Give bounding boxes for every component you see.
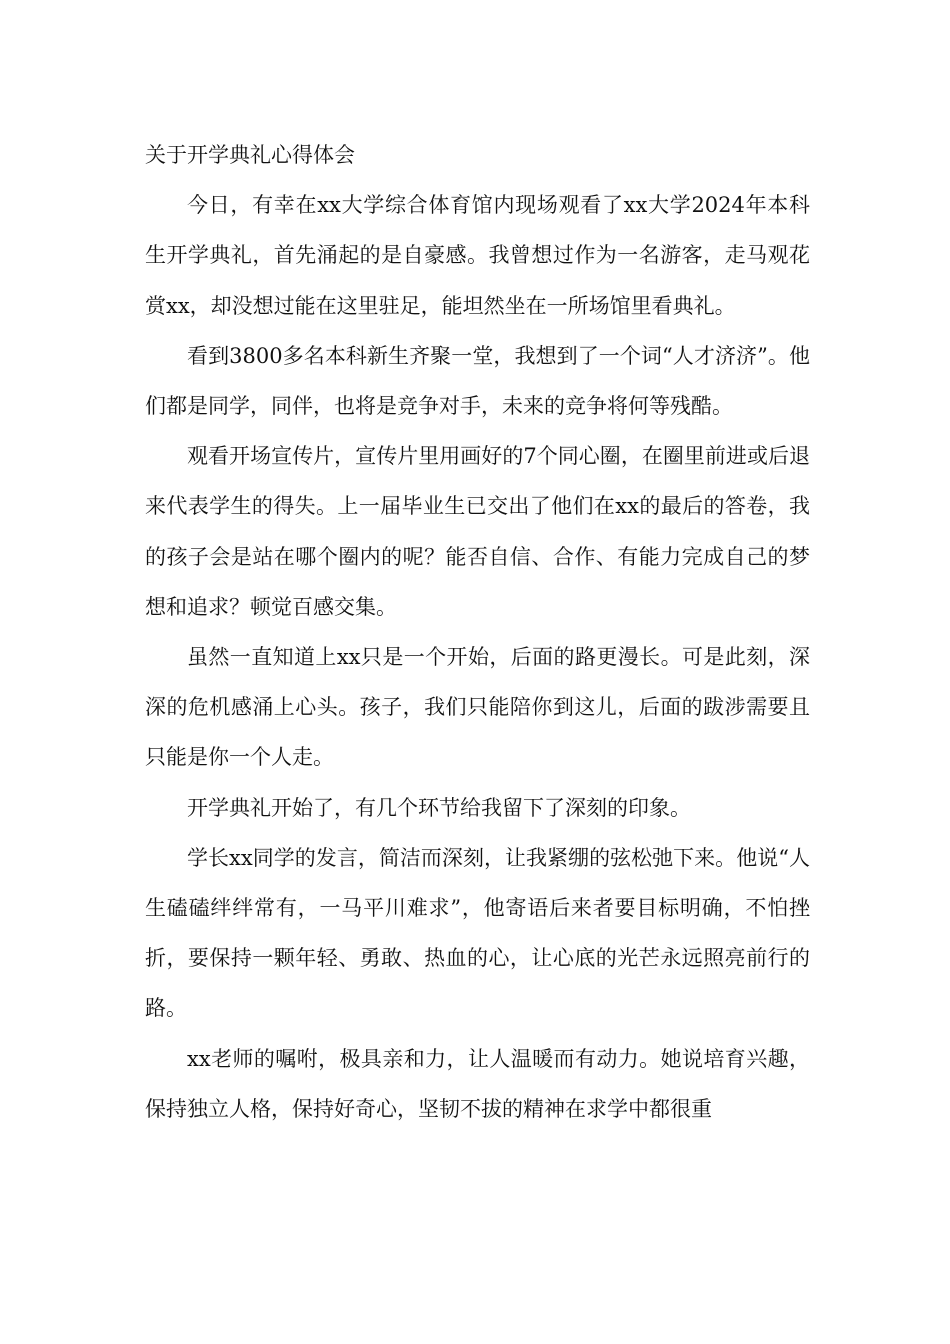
paragraph-3: 观看开场宣传片，宣传片里用画好的7个同心圈，在圈里前进或后退来代表学生的得失。上一届毕业生已交出了他们在xx的最后的答卷，我的孩子会是站在哪个圈内的呢？能否自信、合作、有能力完成自己的梦想和追求？顿觉百感交集。 <box>145 444 810 619</box>
paragraph-7: xx老师的嘱咐，极具亲和力，让人温暖而有动力。她说培育兴趣，保持独立人格，保持好奇心，坚韧不拔的精神在求学中都很重 <box>145 1046 810 1121</box>
paragraph-6: 学长xx同学的发言，简洁而深刻，让我紧绷的弦松弛下来。他说“人生磕磕绊绊常有，一马平川难求”，他寄语后来者要目标明确，不怕挫折，要保持一颗年轻、勇敢、热血的心，让心底的光芒永远照亮前行的路。 <box>145 845 810 1021</box>
document-body <box>145 130 810 1134</box>
document-title: 关于开学典礼心得体会 <box>145 143 355 167</box>
paragraph-5: 开学典礼开始了，有几个环节给我留下了深刻的印象。 <box>187 795 691 820</box>
paragraph-4: 虽然一直知道上xx只是一个开始，后面的路更漫长。可是此刻，深深的危机感涌上心头。孩子，我们只能陪你到这儿，后面的跋涉需要且只能是你一个人走。 <box>145 645 810 770</box>
paragraph-2: 看到3800多名本科新生齐聚一堂，我想到了一个词“人才济济”。他们都是同学，同伴，也将是竞争对手，未来的竞争将何等残酷。 <box>145 343 810 419</box>
paragraph-1: 今日，有幸在xx大学综合体育馆内现场观看了xx大学2024年本科生开学典礼，首先涌起的是自豪感。我曾想过作为一名游客，走马观花赏xx，却没想过能在这里驻足，能坦然坐在一所场馆里看典礼。 <box>145 193 810 318</box>
